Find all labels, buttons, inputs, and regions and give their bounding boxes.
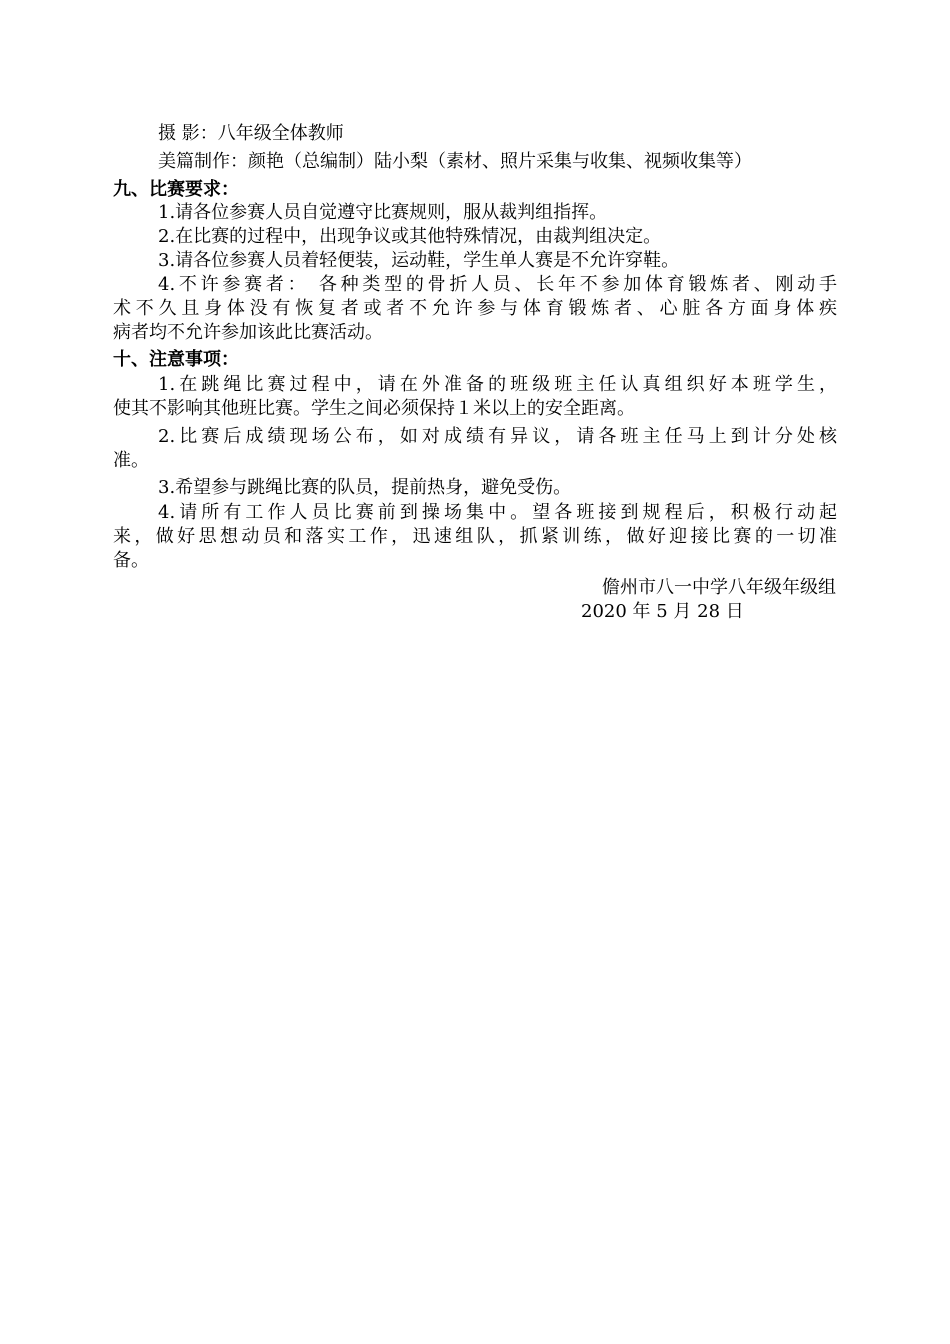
section-10-item-1-line-2: 使其不影响其他班比赛。学生之间必须保持１米以上的安全距离。 [113,398,635,419]
section-9-item-4-line-1: 4.不许参赛者： 各种类型的骨折人员、长年不参加体育锻炼者、刚动手 [158,274,837,295]
section-9-item-4-line-2: 术不久且身体没有恢复者或者不允许参与体育锻炼者、心脏各方面身体疾 [113,298,837,319]
section-10-item-3: 3.希望参与跳绳比赛的队员，提前热身，避免受伤。 [158,477,572,498]
section-9-item-3: 3.请各位参赛人员着轻便装，运动鞋，学生单人赛是不允许穿鞋。 [158,250,680,271]
credit-photography: 摄 影：八年级全体教师 [158,123,344,144]
section-10-item-2-line-2: 准。 [113,450,149,471]
credit-editing: 美篇制作：颜艳（总编制）陆小梨（素材、照片采集与收集、视频收集等） [158,151,752,172]
section-9-item-1: 1.请各位参赛人员自觉遵守比赛规则，服从裁判组指挥。 [158,202,608,223]
signature-organization: 儋州市八一中学八年级年级组 [602,577,836,598]
section-9-heading: 九、比赛要求： [113,179,239,200]
section-9-item-4-line-3: 病者均不允许参加该此比赛活动。 [113,322,383,343]
section-9-item-2: 2.在比赛的过程中，出现争议或其他特殊情况，由裁判组决定。 [158,226,662,247]
section-10-item-4-line-2: 来，做好思想动员和落实工作，迅速组队，抓紧训练，做好迎接比赛的一切准 [113,526,837,547]
section-10-heading: 十、注意事项： [113,349,239,370]
section-10-item-2-line-1: 2.比赛后成绩现场公布，如对成绩有异议，请各班主任马上到计分处核 [158,426,837,447]
section-10-item-4-line-1: 4.请所有工作人员比赛前到操场集中。望各班接到规程后，积极行动起 [158,502,837,523]
signature-date: 2020 年 5 月 28 日 [581,601,744,622]
section-10-item-1-line-1: 1.在跳绳比赛过程中，请在外准备的班级班主任认真组织好本班学生， [158,374,837,395]
section-10-item-4-line-3: 备。 [113,550,149,571]
